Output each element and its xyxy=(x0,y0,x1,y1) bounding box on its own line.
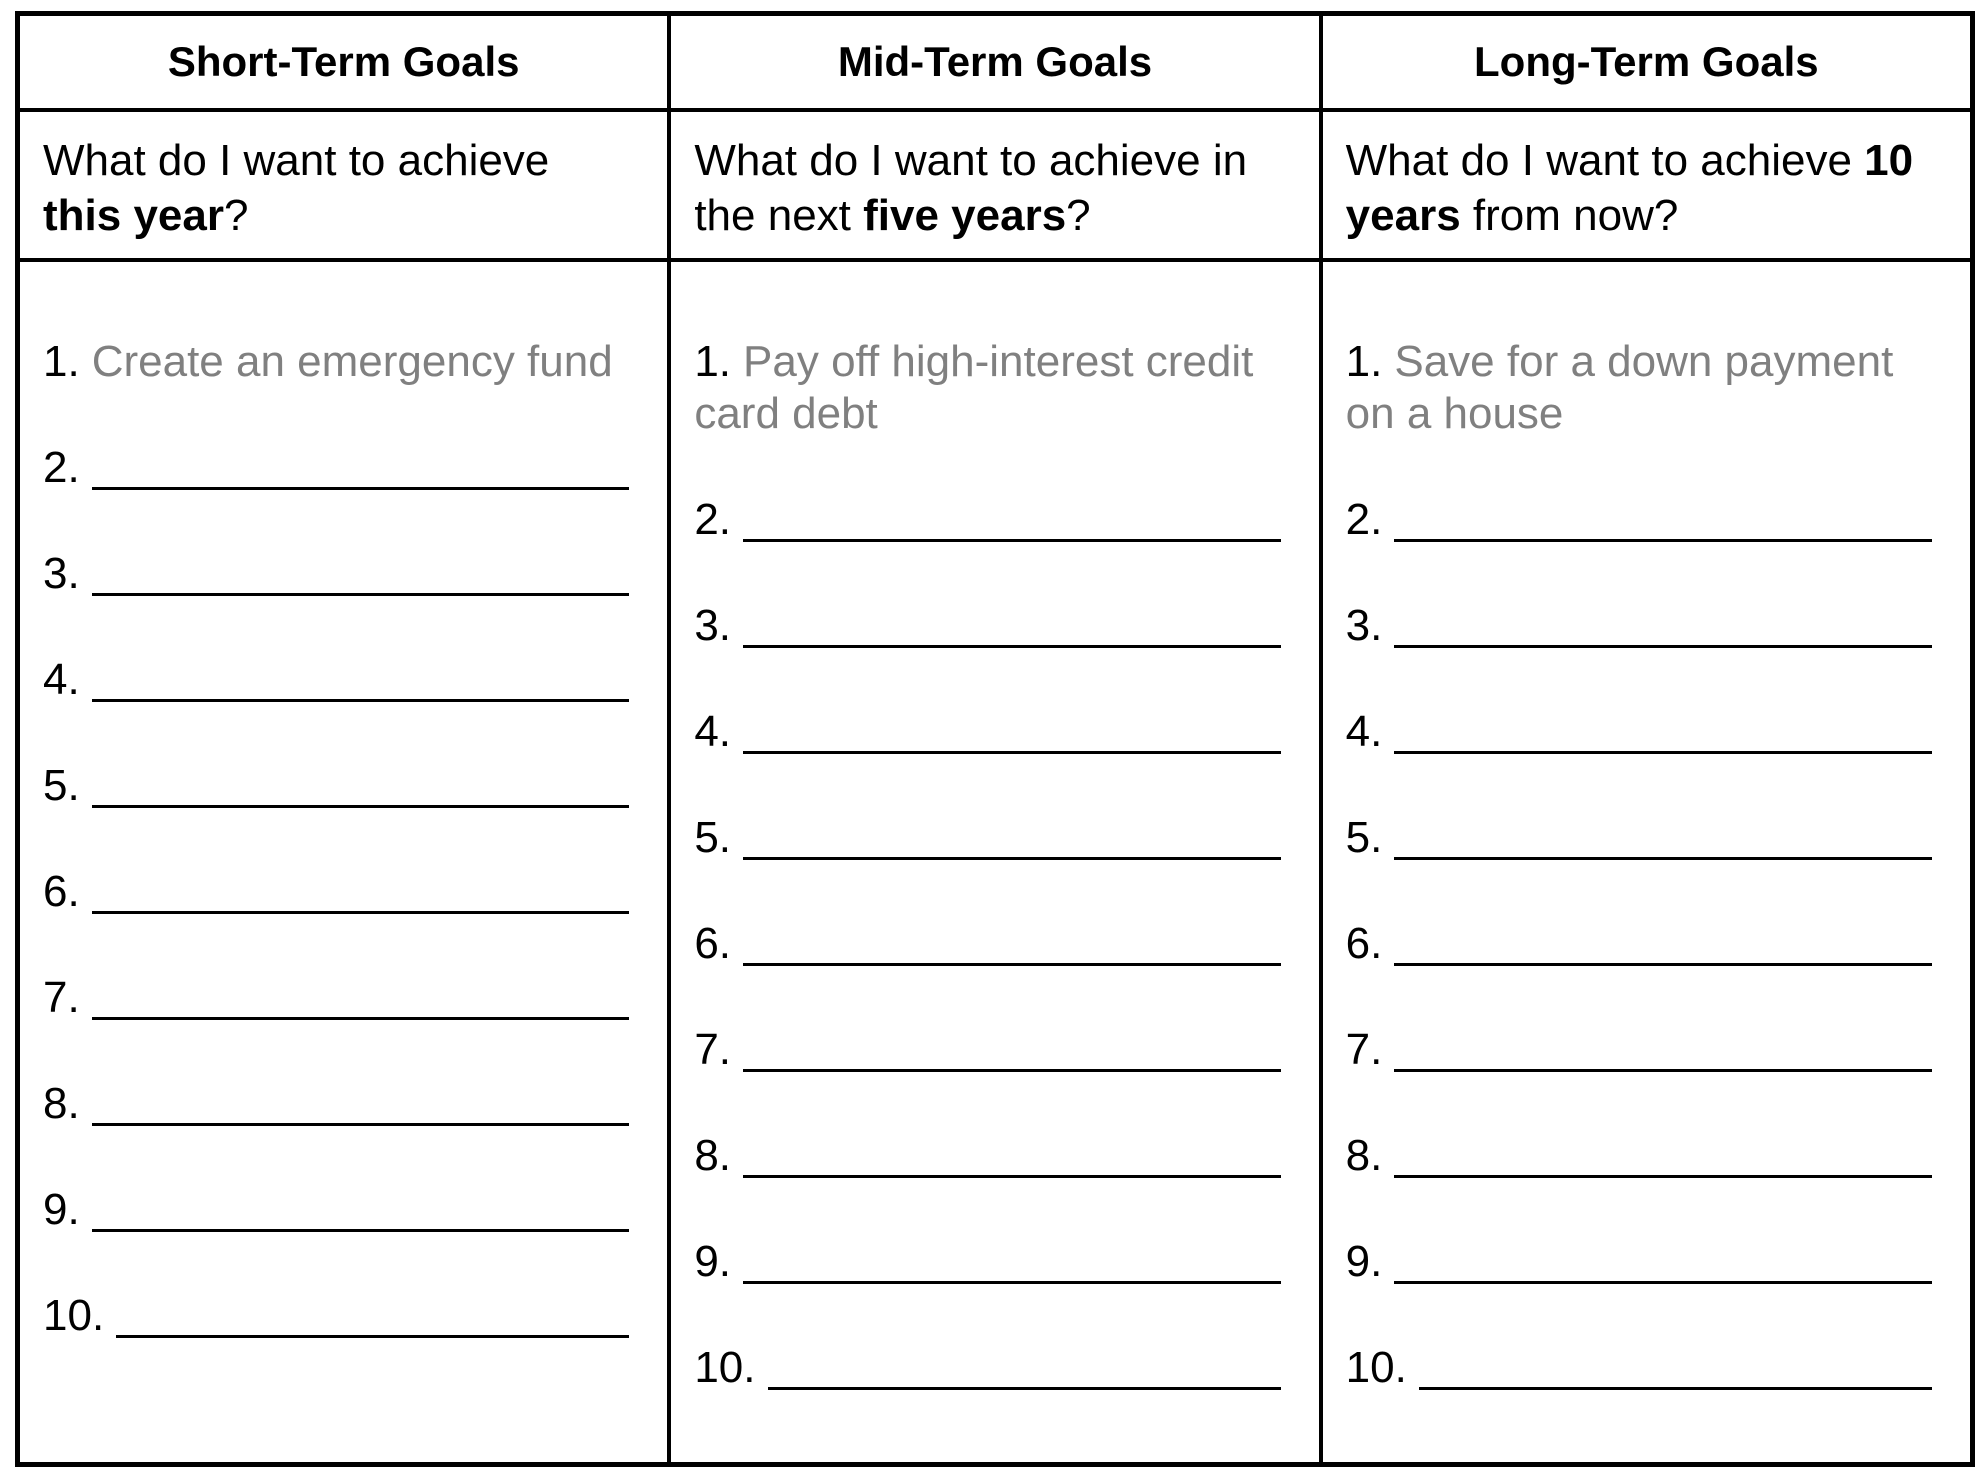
goal-item xyxy=(694,494,1280,546)
goal-item xyxy=(1346,706,1932,758)
goal-item xyxy=(43,760,629,812)
blank-answer-line[interactable] xyxy=(1394,600,1932,648)
goal-item xyxy=(1346,1024,1932,1076)
goal-number: 1. xyxy=(43,337,80,386)
goal-item xyxy=(43,1078,629,1130)
goal-item xyxy=(694,1130,1280,1182)
blank-answer-line[interactable] xyxy=(92,972,630,1020)
example-goal-text: Save for a down payment on a house xyxy=(1345,337,1894,438)
blank-answer-line[interactable] xyxy=(1394,1236,1932,1284)
blank-answer-line[interactable] xyxy=(92,1078,630,1126)
blank-answer-line[interactable] xyxy=(116,1290,629,1338)
goal-item xyxy=(694,918,1280,970)
goal-number: 8. xyxy=(694,1131,732,1180)
goal-number: 4. xyxy=(43,655,80,704)
example-goal-text: Create an emergency fund xyxy=(91,337,613,386)
column-header xyxy=(1323,16,1970,112)
column-question xyxy=(671,112,1318,262)
question-bold-text: five years xyxy=(863,191,1067,240)
goal-number: 7. xyxy=(43,973,80,1022)
goal-number: 5. xyxy=(1345,813,1383,862)
question-bold-text: this year xyxy=(43,191,224,240)
question-text: What do I want to achieve xyxy=(1345,136,1865,185)
goal-number: 3. xyxy=(43,549,80,598)
goal-item xyxy=(43,972,629,1024)
blank-answer-line[interactable] xyxy=(743,1236,1281,1284)
goals-worksheet-table xyxy=(15,11,1975,1467)
goal-item xyxy=(694,600,1280,652)
goal-number: 10. xyxy=(694,1343,756,1392)
blank-answer-line[interactable] xyxy=(768,1342,1281,1390)
blank-answer-line[interactable] xyxy=(92,760,630,808)
blank-answer-line[interactable] xyxy=(92,654,630,702)
question-text: What do I want to achieve in the next xyxy=(694,136,1248,240)
goal-number: 9. xyxy=(694,1237,732,1286)
goal-number: 9. xyxy=(1345,1237,1383,1286)
mid-term-goals-column xyxy=(671,16,1322,1462)
goal-item xyxy=(694,706,1280,758)
blank-answer-line[interactable] xyxy=(743,1130,1281,1178)
blank-answer-line[interactable] xyxy=(743,812,1281,860)
blank-answer-line[interactable] xyxy=(1394,1024,1932,1072)
column-header xyxy=(671,16,1318,112)
goal-item xyxy=(43,1290,629,1342)
question-text: from now? xyxy=(1460,191,1679,240)
goal-number: 10. xyxy=(1345,1343,1407,1392)
blank-answer-line[interactable] xyxy=(1394,706,1932,754)
goal-number: 4. xyxy=(1345,707,1383,756)
question-text: ? xyxy=(1066,191,1091,240)
column-question xyxy=(20,112,667,262)
goal-number: 6. xyxy=(1345,919,1383,968)
column-question xyxy=(1323,112,1970,262)
goal-number: 2. xyxy=(43,443,80,492)
blank-answer-line[interactable] xyxy=(92,1184,630,1232)
goal-item xyxy=(694,336,1280,440)
goal-number: 3. xyxy=(1345,601,1383,650)
goal-number: 1. xyxy=(1345,337,1383,386)
blank-answer-line[interactable] xyxy=(1394,812,1932,860)
goal-item xyxy=(694,812,1280,864)
blank-answer-line[interactable] xyxy=(743,600,1281,648)
example-goal-text: Pay off high-interest credit card debt xyxy=(694,337,1254,438)
goal-item xyxy=(43,1184,629,1236)
blank-answer-line[interactable] xyxy=(1419,1342,1932,1390)
goal-item xyxy=(1346,1236,1932,1288)
goal-number: 6. xyxy=(43,867,80,916)
goals-list xyxy=(20,262,667,1462)
goal-number: 7. xyxy=(694,1025,732,1074)
goal-item xyxy=(1346,494,1932,546)
goal-number: 1. xyxy=(694,337,732,386)
goal-item xyxy=(694,1024,1280,1076)
goal-item xyxy=(1346,812,1932,864)
goal-item xyxy=(43,654,629,706)
column-title: Short-Term Goals xyxy=(167,38,520,85)
goal-number: 5. xyxy=(694,813,732,862)
goal-number: 3. xyxy=(694,601,732,650)
long-term-goals-column xyxy=(1323,16,1970,1462)
goal-item xyxy=(1346,336,1932,440)
goal-number: 9. xyxy=(43,1185,80,1234)
blank-answer-line[interactable] xyxy=(92,866,630,914)
column-header xyxy=(20,16,667,112)
goal-number: 2. xyxy=(694,495,732,544)
goal-number: 7. xyxy=(1345,1025,1383,1074)
goals-list xyxy=(671,262,1318,1462)
goal-number: 4. xyxy=(694,707,732,756)
question-text: What do I want to achieve xyxy=(43,136,550,185)
goal-item xyxy=(694,1342,1280,1394)
blank-answer-line[interactable] xyxy=(743,1024,1281,1072)
short-term-goals-column xyxy=(20,16,671,1462)
goal-item xyxy=(1346,918,1932,970)
goal-number: 5. xyxy=(43,761,80,810)
blank-answer-line[interactable] xyxy=(743,706,1281,754)
question-text: ? xyxy=(223,191,249,240)
goals-list xyxy=(1323,262,1970,1462)
goal-item xyxy=(1346,600,1932,652)
blank-answer-line[interactable] xyxy=(92,442,630,490)
blank-answer-line[interactable] xyxy=(1394,494,1932,542)
column-title: Long-Term Goals xyxy=(1474,38,1819,85)
blank-answer-line[interactable] xyxy=(92,548,630,596)
goal-item xyxy=(43,866,629,918)
goal-number: 8. xyxy=(1345,1131,1383,1180)
goal-number: 8. xyxy=(43,1079,80,1128)
goal-number: 6. xyxy=(694,919,732,968)
goal-number: 10. xyxy=(43,1291,105,1340)
blank-answer-line[interactable] xyxy=(743,494,1281,542)
column-title: Mid-Term Goals xyxy=(837,38,1153,85)
goal-item xyxy=(43,442,629,494)
blank-answer-line[interactable] xyxy=(1394,1130,1932,1178)
question-bold-text: 10 years xyxy=(1345,136,1914,240)
goal-item xyxy=(43,336,629,388)
goal-item xyxy=(43,548,629,600)
blank-answer-line[interactable] xyxy=(1394,918,1932,966)
goal-item xyxy=(1346,1130,1932,1182)
goal-number: 2. xyxy=(1345,495,1383,544)
goal-item xyxy=(694,1236,1280,1288)
blank-answer-line[interactable] xyxy=(743,918,1281,966)
goal-item xyxy=(1346,1342,1932,1394)
